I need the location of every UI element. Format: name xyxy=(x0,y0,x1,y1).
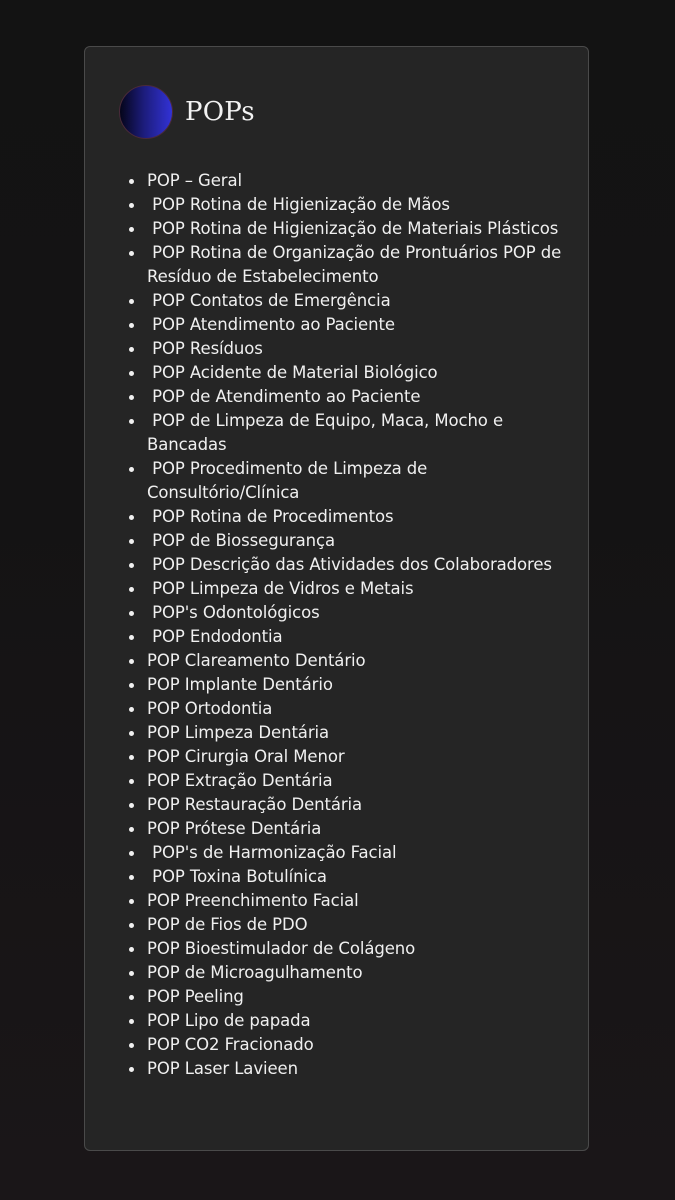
bullet-icon xyxy=(129,419,134,424)
list-item-label: POP Contatos de Emergência xyxy=(147,291,391,310)
list-item xyxy=(147,385,567,409)
list-item xyxy=(147,913,567,937)
list-item-label: POP Limpeza Dentária xyxy=(147,723,329,742)
list-item xyxy=(147,577,567,601)
list-item xyxy=(147,169,567,193)
list-item xyxy=(147,697,567,721)
bullet-icon xyxy=(129,371,134,376)
bullet-icon xyxy=(129,851,134,856)
bullet-icon xyxy=(129,299,134,304)
bullet-icon xyxy=(129,683,134,688)
bullet-icon xyxy=(129,467,134,472)
pop-list xyxy=(147,169,567,1081)
list-item-label: POP Prótese Dentária xyxy=(147,819,322,838)
list-item xyxy=(147,217,567,241)
list-item xyxy=(147,721,567,745)
list-item xyxy=(147,1033,567,1057)
list-item-label: POP de Limpeza de Equipo, Maca, Mocho e Bancadas xyxy=(147,411,509,454)
list-item-label: POP Implante Dentário xyxy=(147,675,333,694)
list-item xyxy=(147,745,567,769)
list-item-label: POP Clareamento Dentário xyxy=(147,651,366,670)
list-item xyxy=(147,241,567,289)
list-item-label: POP Rotina de Higienização de Materiais Plásticos xyxy=(147,219,559,238)
bullet-icon xyxy=(129,827,134,832)
list-item xyxy=(147,409,567,457)
bullet-icon xyxy=(129,323,134,328)
card-header xyxy=(119,85,255,139)
list-item xyxy=(147,625,567,649)
list-item-label: POP Procedimento de Limpeza de Consultório/Clínica xyxy=(147,459,433,502)
bullet-icon xyxy=(129,563,134,568)
list-item-label: POP Rotina de Procedimentos xyxy=(147,507,394,526)
bullet-icon xyxy=(129,923,134,928)
bullet-icon xyxy=(129,755,134,760)
list-item-label: POP Descrição das Atividades dos Colaboradores xyxy=(147,555,552,574)
list-item xyxy=(147,793,567,817)
list-item-label: POP Resíduos xyxy=(147,339,263,358)
avatar-icon xyxy=(119,85,173,139)
list-item xyxy=(147,313,567,337)
list-item xyxy=(147,985,567,1009)
bullet-icon xyxy=(129,995,134,1000)
list-item-label: POP de Biossegurança xyxy=(147,531,335,550)
pops-card xyxy=(84,46,589,1151)
list-item-label: POP – Geral xyxy=(147,171,242,190)
list-item-label: POP Rotina de Organização de Prontuários POP de Resíduo de Estabelecimento xyxy=(147,243,567,286)
list-item-label: POP Acidente de Material Biológico xyxy=(147,363,438,382)
list-item xyxy=(147,601,567,625)
bullet-icon xyxy=(129,803,134,808)
bullet-icon xyxy=(129,227,134,232)
bullet-icon xyxy=(129,515,134,520)
list-item xyxy=(147,553,567,577)
list-item xyxy=(147,337,567,361)
bullet-icon xyxy=(129,347,134,352)
bullet-icon xyxy=(129,1043,134,1048)
bullet-icon xyxy=(129,611,134,616)
list-item xyxy=(147,361,567,385)
bullet-icon xyxy=(129,1019,134,1024)
list-item xyxy=(147,865,567,889)
list-item-label: POP de Microagulhamento xyxy=(147,963,363,982)
bullet-icon xyxy=(129,539,134,544)
list-item-label: POP Endodontia xyxy=(147,627,283,646)
list-item-label: POP Preenchimento Facial xyxy=(147,891,359,910)
list-item-label: POP's Odontológicos xyxy=(147,603,320,622)
list-item-label: POP CO2 Fracionado xyxy=(147,1035,314,1054)
list-item xyxy=(147,1057,567,1081)
list-item xyxy=(147,841,567,865)
bullet-icon xyxy=(129,1067,134,1072)
bullet-icon xyxy=(129,179,134,184)
list-item-label: POP de Fios de PDO xyxy=(147,915,308,934)
bullet-icon xyxy=(129,395,134,400)
list-item xyxy=(147,193,567,217)
bullet-icon xyxy=(129,779,134,784)
list-item xyxy=(147,817,567,841)
list-item xyxy=(147,1009,567,1033)
list-item-label: POP Atendimento ao Paciente xyxy=(147,315,395,334)
list-item-label: POP Bioestimulador de Colágeno xyxy=(147,939,416,958)
list-item xyxy=(147,505,567,529)
list-item xyxy=(147,937,567,961)
list-item-label: POP Toxina Botulínica xyxy=(147,867,327,886)
list-item-label: POP Laser Lavieen xyxy=(147,1059,298,1078)
bullet-icon xyxy=(129,947,134,952)
page-title: POPs xyxy=(185,97,255,127)
bullet-icon xyxy=(129,203,134,208)
bullet-icon xyxy=(129,899,134,904)
list-item xyxy=(147,961,567,985)
list-item xyxy=(147,673,567,697)
bullet-icon xyxy=(129,875,134,880)
list-item-label: POP Rotina de Higienização de Mãos xyxy=(147,195,450,214)
list-item-label: POP Restauração Dentária xyxy=(147,795,363,814)
list-item-label: POP Ortodontia xyxy=(147,699,273,718)
list-item xyxy=(147,889,567,913)
list-item xyxy=(147,457,567,505)
bullet-icon xyxy=(129,635,134,640)
bullet-icon xyxy=(129,731,134,736)
list-item-label: POP de Atendimento ao Paciente xyxy=(147,387,421,406)
bullet-icon xyxy=(129,659,134,664)
bullet-icon xyxy=(129,707,134,712)
list-item-label: POP Extração Dentária xyxy=(147,771,333,790)
list-item xyxy=(147,649,567,673)
list-item-label: POP Cirurgia Oral Menor xyxy=(147,747,345,766)
list-item-label: POP Peeling xyxy=(147,987,244,1006)
list-item xyxy=(147,529,567,553)
list-item xyxy=(147,289,567,313)
list-item-label: POP Limpeza de Vidros e Metais xyxy=(147,579,414,598)
bullet-icon xyxy=(129,587,134,592)
list-item-label: POP Lipo de papada xyxy=(147,1011,311,1030)
list-item-label: POP's de Harmonização Facial xyxy=(147,843,397,862)
bullet-icon xyxy=(129,971,134,976)
list-item xyxy=(147,769,567,793)
bullet-icon xyxy=(129,251,134,256)
